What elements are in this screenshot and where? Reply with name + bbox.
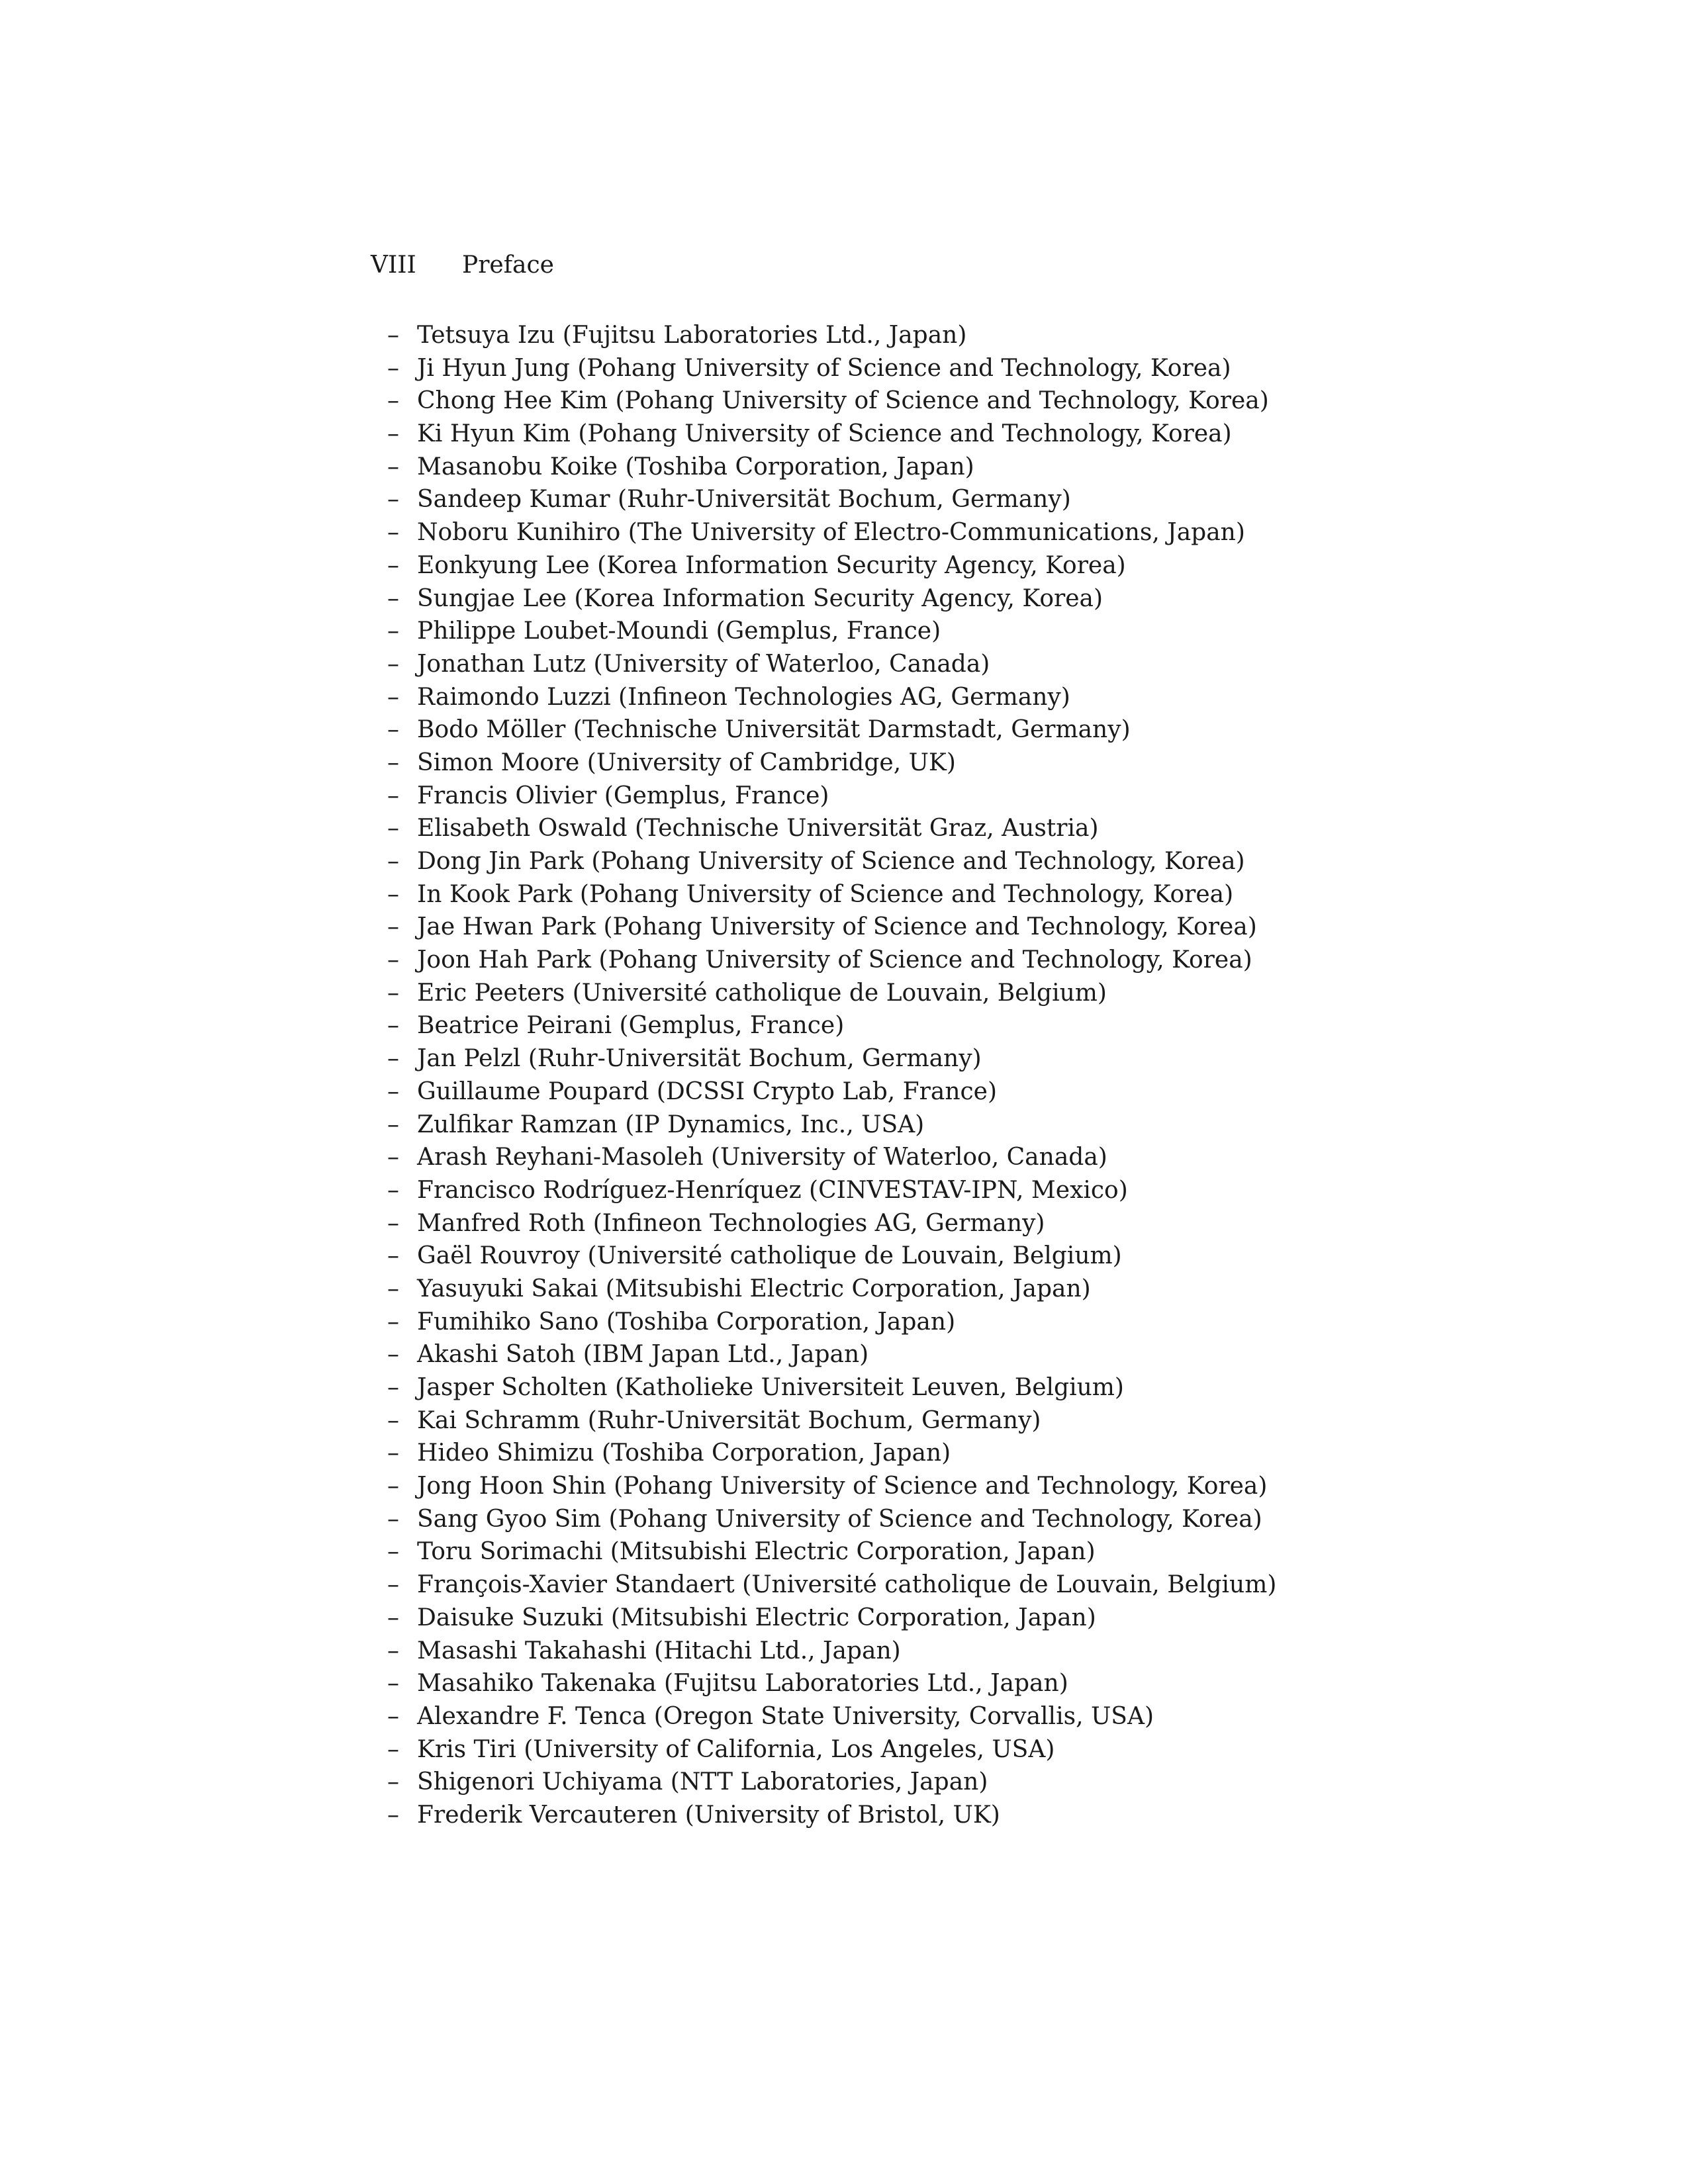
list-bullet: – [387, 551, 399, 579]
list-item [387, 549, 1276, 582]
list-bullet: – [387, 1538, 399, 1566]
list-item [387, 1109, 1276, 1142]
reviewer-entry: Kai Schramm (Ruhr-Universität Bochum, Germany) [417, 1406, 1041, 1434]
list-item [387, 1700, 1276, 1733]
reviewer-entry: Frederik Vercauteren (University of Bristol, UK) [417, 1801, 1000, 1829]
list-item [387, 1602, 1276, 1635]
list-item [387, 1766, 1276, 1799]
list-item [387, 1470, 1276, 1503]
list-bullet: – [387, 650, 399, 678]
running-head [371, 249, 554, 282]
reviewer-entry: Jasper Scholten (Katholieke Universiteit Leuven, Belgium) [417, 1374, 1124, 1401]
list-item [387, 1667, 1276, 1700]
list-item [387, 1799, 1276, 1832]
section-title: Preface [462, 251, 554, 279]
list-item [387, 977, 1276, 1010]
list-bullet: – [387, 1505, 399, 1533]
list-item [387, 681, 1276, 714]
list-item [387, 418, 1276, 451]
list-bullet: – [387, 1702, 399, 1730]
reviewer-entry: Shigenori Uchiyama (NTT Laboratories, Japan) [417, 1768, 988, 1796]
reviewer-entry: Raimondo Luzzi (Infineon Technologies AG, Germany) [417, 683, 1070, 711]
list-bullet: – [387, 1144, 399, 1171]
reviewer-entry: Fumihiko Sano (Toshiba Corporation, Japan) [417, 1308, 956, 1336]
list-bullet: – [387, 1374, 399, 1401]
list-bullet: – [387, 782, 399, 809]
list-item [387, 352, 1276, 385]
list-item [387, 845, 1276, 878]
list-bullet: – [387, 1209, 399, 1237]
list-item [387, 1042, 1276, 1075]
reviewer-entry: Francis Olivier (Gemplus, France) [417, 782, 829, 809]
list-bullet: – [387, 584, 399, 612]
page-number: VIII [371, 251, 416, 279]
list-item [387, 1075, 1276, 1109]
reviewer-entry: Manfred Roth (Infineon Technologies AG, Germany) [417, 1209, 1045, 1237]
list-item [387, 1404, 1276, 1437]
list-bullet: – [387, 1176, 399, 1204]
list-item [387, 878, 1276, 911]
list-bullet: – [387, 946, 399, 974]
list-item [387, 780, 1276, 813]
list-item [387, 483, 1276, 516]
list-bullet: – [387, 1768, 399, 1796]
reviewer-entry: Dong Jin Park (Pohang University of Science and Technology, Korea) [417, 848, 1245, 875]
list-bullet: – [387, 387, 399, 415]
reviewer-entry: Chong Hee Kim (Pohang University of Science and Technology, Korea) [417, 387, 1269, 415]
reviewer-entry: Jong Hoon Shin (Pohang University of Science and Technology, Korea) [417, 1473, 1268, 1500]
reviewer-entry: Francisco Rodríguez-Henríquez (CINVESTAV-IPN, Mexico) [417, 1176, 1128, 1204]
list-bullet: – [387, 1012, 399, 1040]
list-item [387, 615, 1276, 648]
list-bullet: – [387, 1637, 399, 1664]
list-bullet: – [387, 1308, 399, 1336]
list-item [387, 1733, 1276, 1766]
list-item [387, 1141, 1276, 1174]
reviewer-entry: Eric Peeters (Université catholique de Louvain, Belgium) [417, 979, 1107, 1007]
list-item [387, 1306, 1276, 1339]
list-item [387, 1174, 1276, 1207]
list-bullet: – [387, 1077, 399, 1105]
reviewer-entry: Bodo Möller (Technische Universität Darmstadt, Germany) [417, 716, 1131, 744]
reviewer-entry: Sang Gyoo Sim (Pohang University of Science and Technology, Korea) [417, 1505, 1262, 1533]
reviewer-entry: Sungjae Lee (Korea Information Security Agency, Korea) [417, 584, 1103, 612]
list-bullet: – [387, 486, 399, 514]
list-item [387, 1371, 1276, 1404]
list-bullet: – [387, 453, 399, 480]
list-bullet: – [387, 880, 399, 908]
reviewer-entry: Masashi Takahashi (Hitachi Ltd., Japan) [417, 1637, 901, 1664]
list-item [387, 319, 1276, 352]
reviewer-entry: Hideo Shimizu (Toshiba Corporation, Japan) [417, 1439, 951, 1467]
reviewer-entry: Alexandre F. Tenca (Oregon State University, Corvallis, USA) [417, 1702, 1154, 1730]
list-bullet: – [387, 1571, 399, 1599]
reviewer-entry: Simon Moore (University of Cambridge, UK) [417, 749, 956, 776]
reviewer-entry: Jan Pelzl (Ruhr-Universität Bochum, Germany) [417, 1045, 982, 1073]
list-bullet: – [387, 1439, 399, 1467]
list-bullet: – [387, 1670, 399, 1698]
reviewer-entry: François-Xavier Standaert (Université catholique de Louvain, Belgium) [417, 1571, 1277, 1599]
list-item [387, 911, 1276, 944]
list-bullet: – [387, 815, 399, 842]
list-bullet: – [387, 1242, 399, 1270]
list-item [387, 713, 1276, 747]
reviewer-entry: In Kook Park (Pohang University of Science and Technology, Korea) [417, 880, 1234, 908]
list-bullet: – [387, 1045, 399, 1073]
list-bullet: – [387, 1111, 399, 1138]
list-item [387, 1437, 1276, 1470]
reviewer-entry: Ji Hyun Jung (Pohang University of Science and Technology, Korea) [417, 354, 1231, 382]
list-bullet: – [387, 1406, 399, 1434]
list-item [387, 451, 1276, 484]
reviewer-entry: Beatrice Peirani (Gemplus, France) [417, 1012, 845, 1040]
list-item [387, 516, 1276, 549]
reviewer-entry: Akashi Satoh (IBM Japan Ltd., Japan) [417, 1341, 869, 1369]
list-item [387, 1635, 1276, 1668]
list-item [387, 747, 1276, 780]
reviewer-entry: Sandeep Kumar (Ruhr-Universität Bochum, Germany) [417, 486, 1071, 514]
list-bullet: – [387, 617, 399, 645]
list-bullet: – [387, 683, 399, 711]
list-bullet: – [387, 1473, 399, 1500]
list-item [387, 1273, 1276, 1306]
list-item [387, 944, 1276, 977]
reviewer-entry: Eonkyung Lee (Korea Information Security Agency, Korea) [417, 551, 1126, 579]
reviewer-entry: Jonathan Lutz (University of Waterloo, Canada) [417, 650, 990, 678]
list-bullet: – [387, 420, 399, 448]
list-bullet: – [387, 354, 399, 382]
list-bullet: – [387, 322, 399, 349]
reviewer-entry: Yasuyuki Sakai (Mitsubishi Electric Corporation, Japan) [417, 1275, 1091, 1302]
reviewer-entry: Daisuke Suzuki (Mitsubishi Electric Corporation, Japan) [417, 1604, 1096, 1631]
list-bullet: – [387, 519, 399, 547]
reviewer-entry: Zulfikar Ramzan (IP Dynamics, Inc., USA) [417, 1111, 925, 1138]
list-bullet: – [387, 848, 399, 875]
list-item [387, 812, 1276, 845]
reviewer-entry: Ki Hyun Kim (Pohang University of Science and Technology, Korea) [417, 420, 1232, 448]
reviewer-entry: Masanobu Koike (Toshiba Corporation, Japan) [417, 453, 974, 480]
list-item [387, 1207, 1276, 1240]
reviewer-entry: Kris Tiri (University of California, Los Angeles, USA) [417, 1735, 1055, 1763]
list-bullet: – [387, 749, 399, 776]
list-item [387, 385, 1276, 418]
list-bullet: – [387, 1735, 399, 1763]
reviewer-entry: Joon Hah Park (Pohang University of Science and Technology, Korea) [417, 946, 1252, 974]
list-item [387, 1009, 1276, 1042]
list-bullet: – [387, 1275, 399, 1302]
list-bullet: – [387, 1801, 399, 1829]
reviewer-entry: Gaël Rouvroy (Université catholique de Louvain, Belgium) [417, 1242, 1122, 1270]
list-bullet: – [387, 913, 399, 941]
list-item [387, 582, 1276, 615]
reviewer-entry: Jae Hwan Park (Pohang University of Science and Technology, Korea) [417, 913, 1257, 941]
list-item [387, 1503, 1276, 1536]
reviewer-entry: Elisabeth Oswald (Technische Universität Graz, Austria) [417, 815, 1099, 842]
list-bullet: – [387, 716, 399, 744]
reviewer-list [387, 319, 1276, 1832]
list-item [387, 1338, 1276, 1371]
reviewer-entry: Tetsuya Izu (Fujitsu Laboratories Ltd., Japan) [417, 322, 967, 349]
list-item [387, 1535, 1276, 1569]
reviewer-entry: Arash Reyhani-Masoleh (University of Waterloo, Canada) [417, 1144, 1107, 1171]
list-item [387, 648, 1276, 681]
reviewer-entry: Noboru Kunihiro (The University of Electro-Communications, Japan) [417, 519, 1245, 547]
list-item [387, 1240, 1276, 1273]
reviewer-entry: Toru Sorimachi (Mitsubishi Electric Corporation, Japan) [417, 1538, 1096, 1566]
list-item [387, 1569, 1276, 1602]
reviewer-entry: Masahiko Takenaka (Fujitsu Laboratories Ltd., Japan) [417, 1670, 1068, 1698]
list-bullet: – [387, 1341, 399, 1369]
list-bullet: – [387, 1604, 399, 1631]
reviewer-entry: Philippe Loubet-Moundi (Gemplus, France) [417, 617, 941, 645]
list-bullet: – [387, 979, 399, 1007]
reviewer-entry: Guillaume Poupard (DCSSI Crypto Lab, France) [417, 1077, 998, 1105]
